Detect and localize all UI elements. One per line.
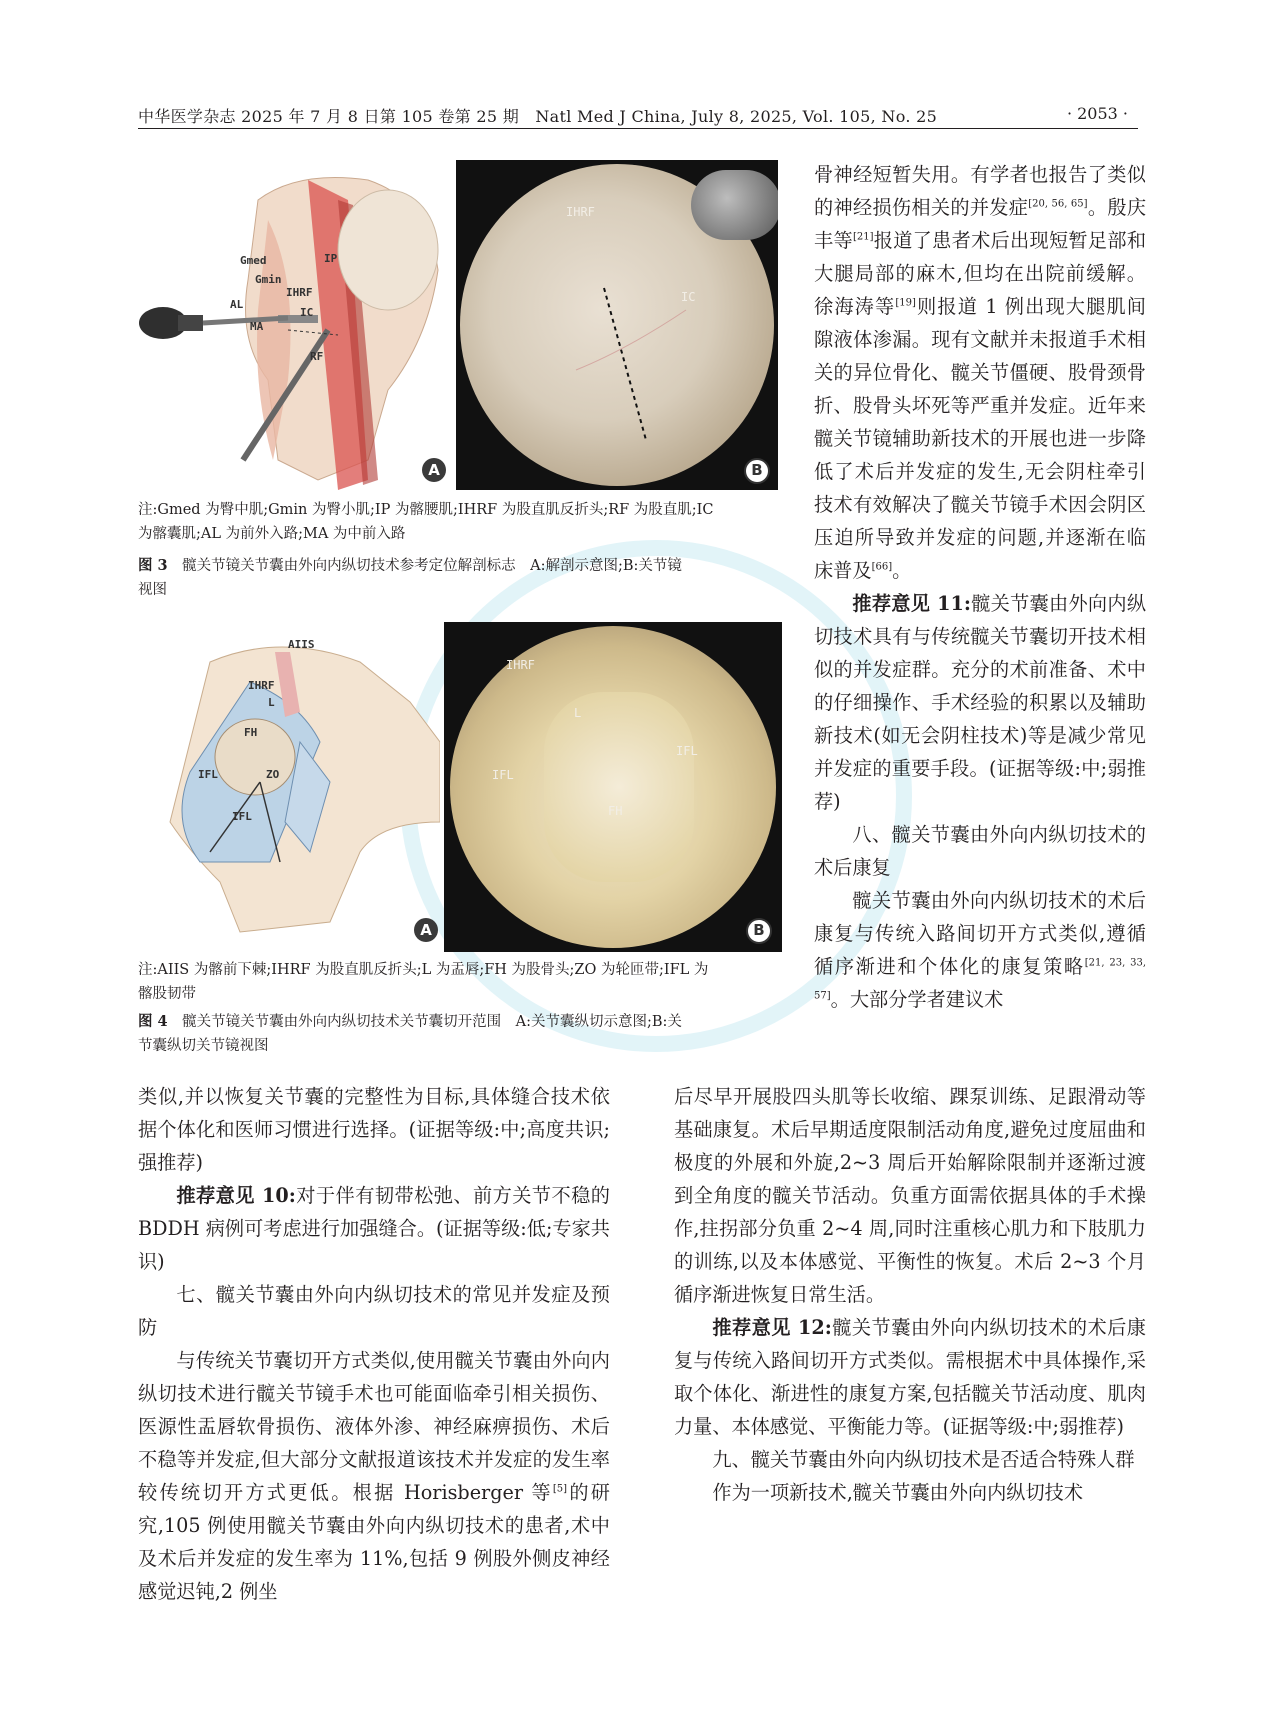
figure-4-caption-label: 图 4	[138, 1013, 168, 1030]
figure-4-caption	[138, 1010, 786, 1058]
fig4b-label-ifl-left: IFL	[492, 768, 514, 782]
recommendation-11: 推荐意见 11:髋关节囊由外向内纵切技术具有与传统髋关节囊切开技术相似的并发症群。充分的术前准备、术中的仔细操作、手术经验的积累以及辅助新技术(如无会阴柱技术)等是减少常见并发症的重要手段。(证据等级:中;弱推荐)	[814, 592, 1147, 813]
fig4a-label-l: L	[268, 696, 275, 709]
figure-3-caption-label: 图 3	[138, 557, 168, 574]
figure-3-note	[138, 498, 786, 546]
figure-3-caption-text2: 视图	[138, 582, 167, 598]
figure-3-note-line2: 为髂囊肌;AL 为前外入路;MA 为中前入路	[138, 526, 406, 542]
fig4a-label-fh: FH	[244, 726, 258, 739]
figure-4-caption-text: 髋关节镜关节囊由外向内纵切技术关节囊切开范围 A:关节囊纵切示意图;B:关	[182, 1014, 682, 1030]
fig4a-label-ifl-bottom: IFL	[232, 810, 252, 823]
recommendation-12: 推荐意见 12:髋关节囊由外向内纵切技术的术后康复与传统入路间切开方式类似。需根据术中具体操作,采取个体化、渐进性的康复方案,包括髋关节活动度、肌肉力量、本体感觉、平衡能力等。(证据等级:中;弱推荐)	[674, 1316, 1146, 1438]
fig4a-label-zo: ZO	[266, 768, 280, 781]
figure-4-note-line2: 髂股韧带	[138, 986, 196, 1002]
figure-3	[138, 160, 778, 490]
fig3-badge-b: B	[744, 458, 770, 484]
fig3b-label-ic: IC	[681, 290, 696, 304]
header-rule	[138, 128, 1138, 129]
figure-4-caption-text2: 节囊纵切关节镜视图	[138, 1038, 269, 1054]
section-heading-8: 八、髋关节囊由外向内纵切技术的术后康复	[814, 823, 1146, 879]
fig4a-label-aiis: AIIS	[288, 638, 315, 651]
paragraph-rehab-details: 后尽早开展股四头肌等长收缩、踝泵训练、足跟滑动等基础康复。术后早期适度限制活动角度,避免过度屈曲和极度的外展和外旋,2~3 周后开始解除限制并逐渐过渡到全角度的髋关节活动。负重方面需依据具体的手术操作,拄拐部分负重 2~4 周,同时注重核心肌力和下肢肌力的训练,以及本体感觉、平衡性的恢复。术后 2~3 个月循序渐进恢复日常生活。	[674, 1085, 1146, 1306]
fig4b-label-ifl-right: IFL	[676, 744, 698, 758]
left-column-bottom	[138, 1080, 610, 1608]
figure-3-caption-text: 髋关节镜关节囊由外向内纵切技术参考定位解剖标志 A:解剖示意图;B:关节镜	[182, 558, 682, 574]
fig3a-label-gmin: Gmin	[255, 273, 282, 286]
fig4a-label-ihrf: IHRF	[248, 679, 275, 692]
figure-3-panel-a-illustration	[138, 160, 448, 490]
fig4a-label-ifl-left: IFL	[198, 768, 218, 781]
figure-4-note	[138, 958, 786, 1006]
right-column-bottom	[674, 1080, 1146, 1509]
fig3a-label-al: AL	[230, 298, 244, 311]
fig4b-label-l: L	[574, 706, 582, 720]
paragraph-special-populations: 作为一项新技术,髋关节囊由外向内纵切技术	[712, 1481, 1084, 1504]
paragraph-neuro-complications: 骨神经短暂失用。有学者也报告了类似的神经损伤相关的并发症[20, 56, 65]。殷庆丰等[21]报道了患者术后出现短暂足部和大腿局部的麻木,但均在出院前缓解。徐海涛等[19]则报道 1 例出现大腿肌间隙液体渗漏。现有文献并未报道手术相关的异位骨化、髋关节僵硬、股骨颈骨折、股骨头坏死等严重并发症。近年来髋关节镜辅助新技术的开展也进一步降低了术后并发症的发生,无会阴柱牵引技术有效解决了髋关节镜手术因会阴区压迫所导致并发症的问题,并逐渐在临床普及[66]。	[814, 163, 1147, 582]
fig3a-label-ihrf: IHRF	[286, 286, 313, 299]
fig3a-label-ic: IC	[300, 306, 314, 319]
section-heading-9: 九、髋关节囊由外向内纵切技术是否适合特殊人群	[712, 1448, 1135, 1471]
paragraph-suture: 类似,并以恢复关节囊的完整性为目标,具体缝合技术依据个体化和医师习惯进行选择。(证据等级:中;高度共识;强推荐)	[138, 1085, 610, 1174]
figure-3-note-line1: 注:Gmed 为臀中肌;Gmin 为臀小肌;IP 为髂腰肌;IHRF 为股直肌反折头;RF 为股直肌;IC	[138, 502, 714, 518]
paragraph-rehab-intro: 髋关节囊由外向内纵切技术的术后康复与传统入路间切开方式类似,遵循循序渐进和个体化的康复策略[21, 23, 33, 57]。大部分学者建议术	[814, 889, 1147, 1011]
paragraph-complications: 与传统关节囊切开方式类似,使用髋关节囊由外向内纵切技术进行髋关节镜手术也可能面临牵引相关损伤、医源性盂唇软骨损伤、液体外渗、神经麻痹损伤、术后不稳等并发症,但大部分文献报道该技术并发症的发生率较传统切开方式更低。根据 Horisberger 等[5]的研究,105 例使用髋关节囊由外向内纵切技术的患者,术中及术后并发症的发生率为 11%,包括 9 例股外侧皮神经感觉迟钝,2 例坐	[138, 1349, 610, 1603]
fig3a-label-ip: IP	[324, 252, 338, 265]
figure-3-caption	[138, 554, 786, 602]
figure-4-note-line1: 注:AIIS 为髂前下棘;IHRF 为股直肌反折头;L 为盂唇;FH 为股骨头;ZO 为轮匝带;IFL 为	[138, 962, 709, 978]
fig4b-label-ihrf: IHRF	[506, 658, 535, 672]
page-number: · 2053 ·	[1066, 104, 1128, 123]
fig4-badge-b: B	[746, 918, 772, 944]
right-column-top	[814, 158, 1146, 1016]
recommendation-10: 推荐意见 10:对于伴有韧带松弛、前方关节不稳的 BDDH 病例可考虑进行加强缝合。(证据等级:低;专家共识)	[138, 1184, 610, 1273]
figure-4-panel-a-illustration	[150, 622, 440, 952]
fig3a-label-ma: MA	[250, 320, 264, 333]
fig4b-label-fh: FH	[608, 804, 623, 818]
fig4-badge-a: A	[414, 918, 438, 942]
fig3b-label-ihrf: IHRF	[566, 205, 595, 219]
fig3a-label-gmed: Gmed	[240, 254, 267, 267]
fig3a-label-rf: RF	[310, 350, 324, 363]
figure-4	[150, 622, 780, 952]
running-header: 中华医学杂志 2025 年 7 月 8 日第 105 卷第 25 期 Natl Med J China, July 8, 2025, Vol. 105, No. 25	[138, 107, 938, 126]
figure-4-panel-b-view	[444, 622, 782, 952]
fig3-badge-a: A	[422, 458, 446, 482]
figure-3-panel-b-view	[456, 160, 778, 490]
section-heading-7: 七、髋关节囊由外向内纵切技术的常见并发症及预防	[138, 1283, 610, 1339]
